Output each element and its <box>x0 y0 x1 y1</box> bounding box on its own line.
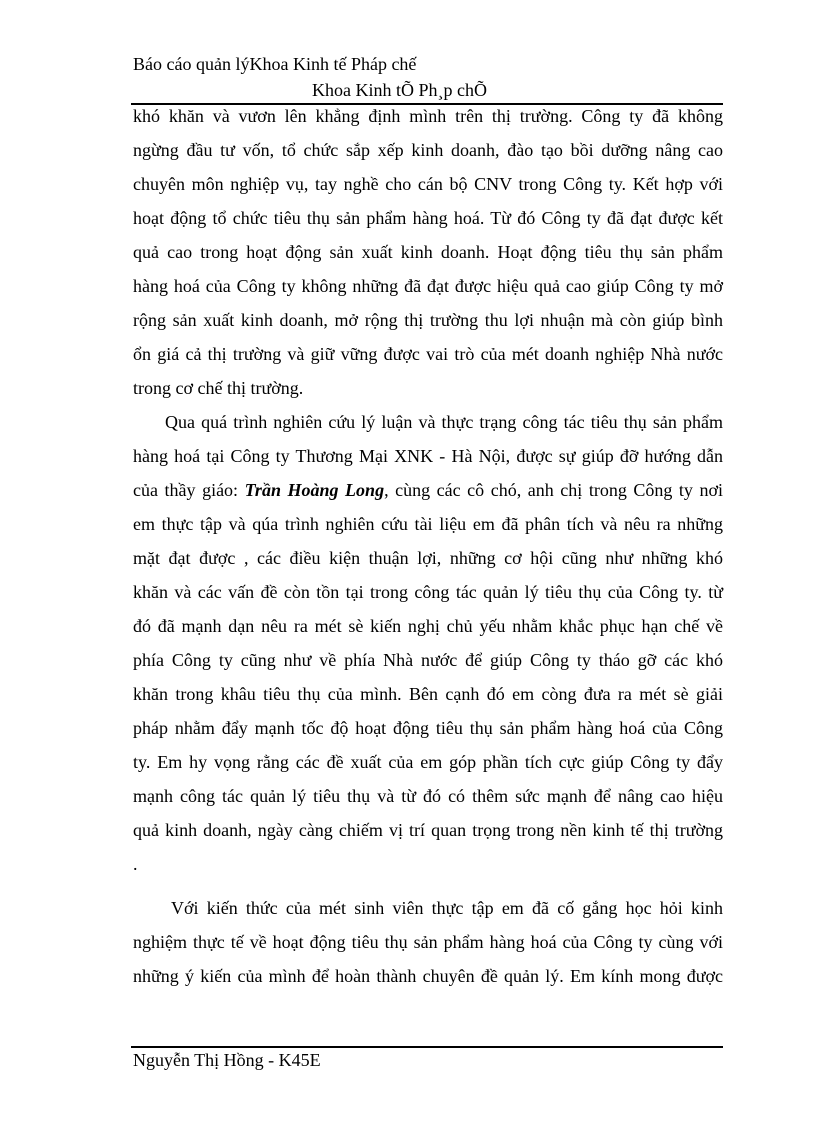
text-line: quả cao trong hoạt động sản xuất kinh doanh. Hoạt động tiêu thụ sản phẩm <box>133 242 723 262</box>
header-subtitle: Khoa Kinh tÕ Ph¸p chÕ <box>312 80 487 100</box>
text-line: những ý kiến của mình để hoàn thành chuyên đề quản lý. Em kính mong được <box>133 966 723 986</box>
text-line: pháp nhằm đẩy mạnh tốc độ hoạt động tiêu thụ sản phẩm hàng hoá của Công <box>133 718 723 738</box>
text-line: mạnh công tác quản lý tiêu thụ và từ đó có thêm sức mạnh để nâng cao hiệu <box>133 786 723 806</box>
text-line: hoạt động tổ chức tiêu thụ sản phẩm hàng hoá. Từ đó Công ty đã đạt được kết <box>133 208 723 228</box>
text-line: ty. Em hy vọng rằng các đề xuất của em góp phần tích cực giúp Công ty đẩy <box>133 752 723 772</box>
text-line: mặt đạt được , các điều kiện thuận lợi, những cơ hội cũng như những khó <box>133 548 723 568</box>
teacher-name: Trần Hoàng Long <box>244 480 385 500</box>
text-line: em thực tập và qúa trình nghiên cứu tài liệu em đã phân tích và nêu ra những <box>133 514 723 534</box>
text-line-with-teacher-name <box>133 475 723 509</box>
text-line: đó đã mạnh dạn nêu ra mét sè kiến nghị chủ yếu nhằm khắc phục hạn chế về <box>133 616 723 636</box>
text-line: rộng sản xuất kinh doanh, mở rộng thị trường thu lợi nhuận mà còn giúp bình <box>133 310 723 330</box>
text-line: hàng hoá tại Công ty Thương Mại XNK - Hà Nội, được sự giúp đỡ hướng dẫn <box>133 446 723 466</box>
text-line: ổn giá cả thị trường và giữ vững được vai trò của mét doanh nghiệp Nhà nước <box>133 344 723 364</box>
text-before-name: của thầy giáo: <box>133 480 245 500</box>
text-line: quả kinh doanh, ngày càng chiếm vị trí quan trọng trong nền kinh tế thị trường <box>133 820 723 840</box>
paragraph-3 <box>133 893 723 995</box>
text-line: ngừng đầu tư vốn, tổ chức sắp xếp kinh doanh, đào tạo bồi dưỡng nâng cao <box>133 140 723 160</box>
header-title: Báo cáo quản lýKhoa Kinh tế Pháp chế <box>133 54 417 74</box>
text-line: . <box>133 854 138 874</box>
document-body <box>133 101 723 995</box>
paragraph-1 <box>133 101 723 407</box>
paragraph-2 <box>133 407 723 883</box>
text-line: Với kiến thức của mét sinh viên thực tập em đã cố gắng học hỏi kinh <box>171 898 723 918</box>
text-line: phía Công ty cũng như về phía Nhà nước để giúp Công ty tháo gỡ các khó <box>133 650 723 670</box>
text-line: khó khăn và vươn lên khẳng định mình trên thị trường. Công ty đã không <box>133 106 723 126</box>
text-line: khăn trong khâu tiêu thụ của mình. Bên cạnh đó em còng đưa ra mét sè giải <box>133 684 723 704</box>
text-line: trong cơ chế thị trường. <box>133 378 304 398</box>
text-line: chuyên môn nghiệp vụ, tay nghề cho cán bộ CNV trong Công ty. Kết hợp với <box>133 174 723 194</box>
paragraph-gap <box>133 883 723 893</box>
text-after-name: , cùng các cô chó, anh chị trong Công ty nơi <box>384 480 723 500</box>
footer-author: Nguyễn Thị Hồng - K45E <box>133 1050 321 1070</box>
text-line: Qua quá trình nghiên cứu lý luận và thực trạng công tác tiêu thụ sản phẩm <box>165 412 723 432</box>
text-line: nghiệm thực tế về hoạt động tiêu thụ sản phẩm hàng hoá của Công ty cùng với <box>133 932 723 952</box>
footer-divider <box>131 1046 723 1048</box>
text-line: hàng hoá của Công ty không những đã đạt được hiệu quả cao giúp Công ty mở <box>133 276 723 296</box>
text-line: khăn và các vấn đề còn tồn tại trong công tác quản lý tiêu thụ của Công ty. từ <box>133 582 723 602</box>
